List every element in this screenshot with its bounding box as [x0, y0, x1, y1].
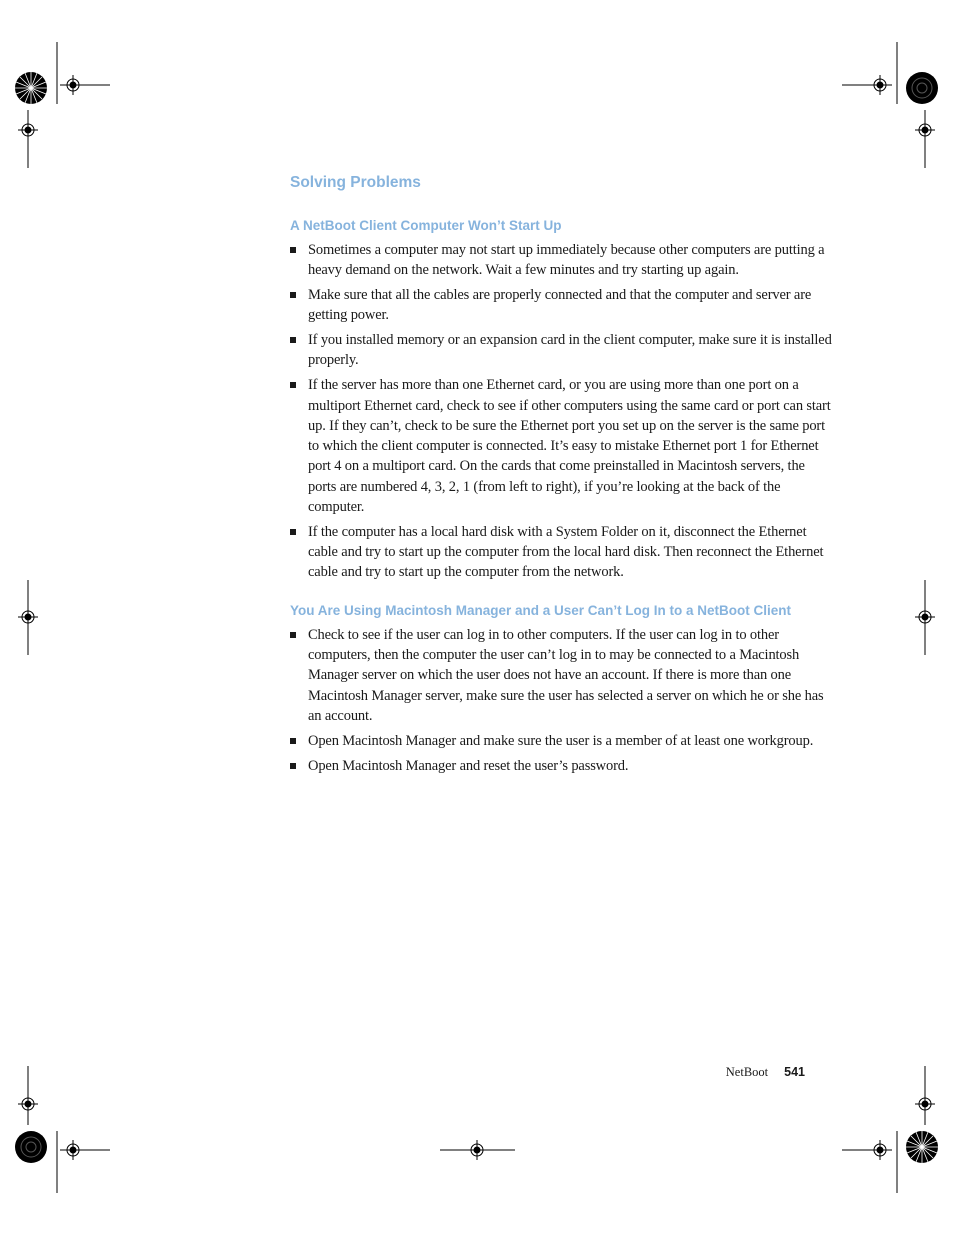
crosshair-icon	[870, 1140, 890, 1160]
star-target-icon	[15, 72, 47, 104]
list-item: If the server has more than one Ethernet card, or you are using more than one port on a multiport Ethernet card, check to see if other computers using the same card or port can start up. If they can’t, check to be sure the Ethernet port you set up on the server is the same port to which the client computer is connected. It’s easy to mistake Ethernet port 1 for Ethernet port 4 on a multiport card. On the cards that come preinstalled in Macintosh servers, the ports are numbered 4, 3, 2, 1 (from left to right), if you’re looking at the back of the computer.	[290, 375, 835, 517]
page-number: 541	[784, 1065, 805, 1079]
bullet-icon	[290, 632, 296, 638]
list-item: Make sure that all the cables are properly connected and that the computer and server are getting power.	[290, 285, 835, 326]
crosshair-icon	[63, 75, 83, 95]
bullet-list	[290, 625, 835, 776]
crosshair-icon	[18, 1094, 38, 1114]
crosshair-icon	[915, 607, 935, 627]
bullet-icon	[290, 763, 296, 769]
bullet-icon	[290, 382, 296, 388]
list-item: Check to see if the user can log in to other computers. If the user can log in to other computers, then the computer the user can’t log in to may be connected to a Macintosh Manager server on which the user does not have an account. If there is more than one Macintosh Manager server, make sure the user has selected a server on which he or she has an account.	[290, 625, 835, 726]
list-item: If you installed memory or an expansion card in the client computer, make sure it is installed properly.	[290, 330, 835, 371]
footer-section-name: NetBoot	[725, 1065, 769, 1079]
crosshair-icon	[915, 1094, 935, 1114]
list-item: Sometimes a computer may not start up immediately because other computers are putting a heavy demand on the network. Wait a few minutes and try starting up again.	[290, 240, 835, 281]
bullet-icon	[290, 247, 296, 253]
star-target-icon	[15, 1131, 47, 1163]
bullet-icon	[290, 292, 296, 298]
bullet-list	[290, 240, 835, 583]
crosshair-icon	[915, 120, 935, 140]
page-title: Solving Problems	[290, 174, 421, 191]
crosshair-icon	[870, 75, 890, 95]
star-target-icon	[906, 1131, 938, 1163]
bullet-icon	[290, 738, 296, 744]
crosshair-icon	[18, 607, 38, 627]
section-heading: A NetBoot Client Computer Won’t Start Up	[290, 218, 562, 233]
crosshair-icon	[18, 120, 38, 140]
section-heading: You Are Using Macintosh Manager and a User Can’t Log In to a NetBoot Client	[290, 602, 792, 618]
crosshair-icon	[467, 1140, 487, 1160]
bullet-icon	[290, 337, 296, 343]
list-item: Open Macintosh Manager and make sure the user is a member of at least one workgroup.	[290, 731, 835, 751]
page-content	[290, 173, 835, 780]
bullet-icon	[290, 529, 296, 535]
star-target-icon	[906, 72, 938, 104]
list-item: If the computer has a local hard disk with a System Folder on it, disconnect the Ethernet cable and try to start up the computer from the local hard disk. Then reconnect the Ethernet cable and try to start up the computer from the network.	[290, 522, 835, 583]
list-item: Open Macintosh Manager and reset the user’s password.	[290, 756, 835, 776]
crosshair-icon	[63, 1140, 83, 1160]
page-footer	[700, 1064, 805, 1080]
